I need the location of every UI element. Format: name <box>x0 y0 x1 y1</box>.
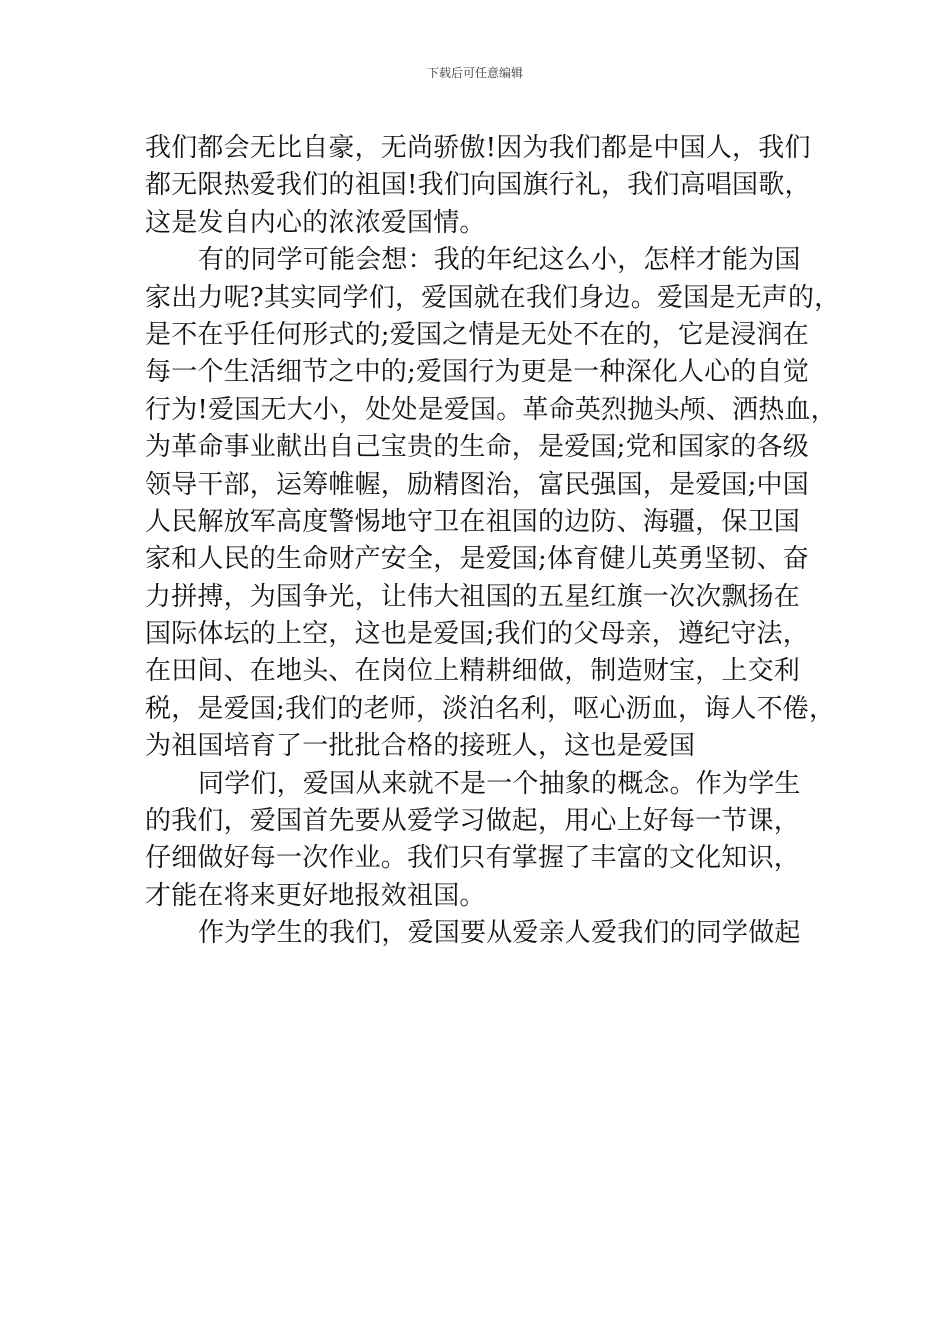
text-line: 我们都会无比自豪，无尚骄傲!因为我们都是中国人，我们 <box>145 133 811 163</box>
text-line: 仔细做好每一次作业。我们只有掌握了丰富的文化知识， <box>145 843 801 874</box>
text-line: 家和人民的生命财产安全，是爱国;体育健儿英勇坚韧、奋 <box>145 544 809 575</box>
text-line: 的我们，爱国首先要从爱学习做起，用心上好每一节课， <box>145 806 801 837</box>
text-line: 每一个生活细节之中的;爱国行为更是一种深化人心的自觉 <box>145 357 809 388</box>
text-line: 领导干部，运筹帷幄，励精图治，富民强国，是爱国;中国 <box>145 469 809 500</box>
text-line: 作为学生的我们，爱国要从爱亲人爱我们的同学做起 <box>198 918 801 949</box>
text-line: 为革命事业献出自己宝贵的生命，是爱国;党和国家的各级 <box>145 432 809 463</box>
text-line: 力拼搏，为国争光，让伟大祖国的五星红旗一次次飘扬在 <box>145 581 801 612</box>
text-line: 为祖国培育了一批批合格的接班人，这也是爱国 <box>145 731 696 762</box>
text-line: 有的同学可能会想：我的年纪这么小，怎样才能为国 <box>198 245 801 276</box>
body-text <box>145 130 841 953</box>
text-line: 才能在将来更好地报效祖国。 <box>145 880 486 911</box>
text-line: 这是发自内心的浓浓爱国情。 <box>145 207 486 238</box>
page-header: 下载后可任意编辑 <box>426 66 523 80</box>
text-line: 人民解放军高度警惕地守卫在祖国的边防、海疆，保卫国 <box>145 506 801 537</box>
text-line: 行为!爱国无大小，处处是爱国。革命英烈抛头颅、洒热血， <box>145 394 837 425</box>
text-line: 同学们，爱国从来就不是一个抽象的概念。作为学生 <box>198 768 801 799</box>
text-line: 国际体坛的上空，这也是爱国;我们的父母亲，遵纪守法， <box>145 619 809 650</box>
text-line: 都无限热爱我们的祖国!我们向国旗行礼，我们高唱国歌， <box>145 170 811 201</box>
text-line: 家出力呢?其实同学们，爱国就在我们身边。爱国是无声的， <box>145 282 841 313</box>
text-line: 税，是爱国;我们的老师，淡泊名利，呕心沥血，诲人不倦， <box>145 693 836 724</box>
text-line: 在田间、在地头、在岗位上精耕细做，制造财宝，上交利 <box>145 656 801 687</box>
text-line: 是不在乎任何形式的;爱国之情是无处不在的，它是浸润在 <box>145 319 809 350</box>
